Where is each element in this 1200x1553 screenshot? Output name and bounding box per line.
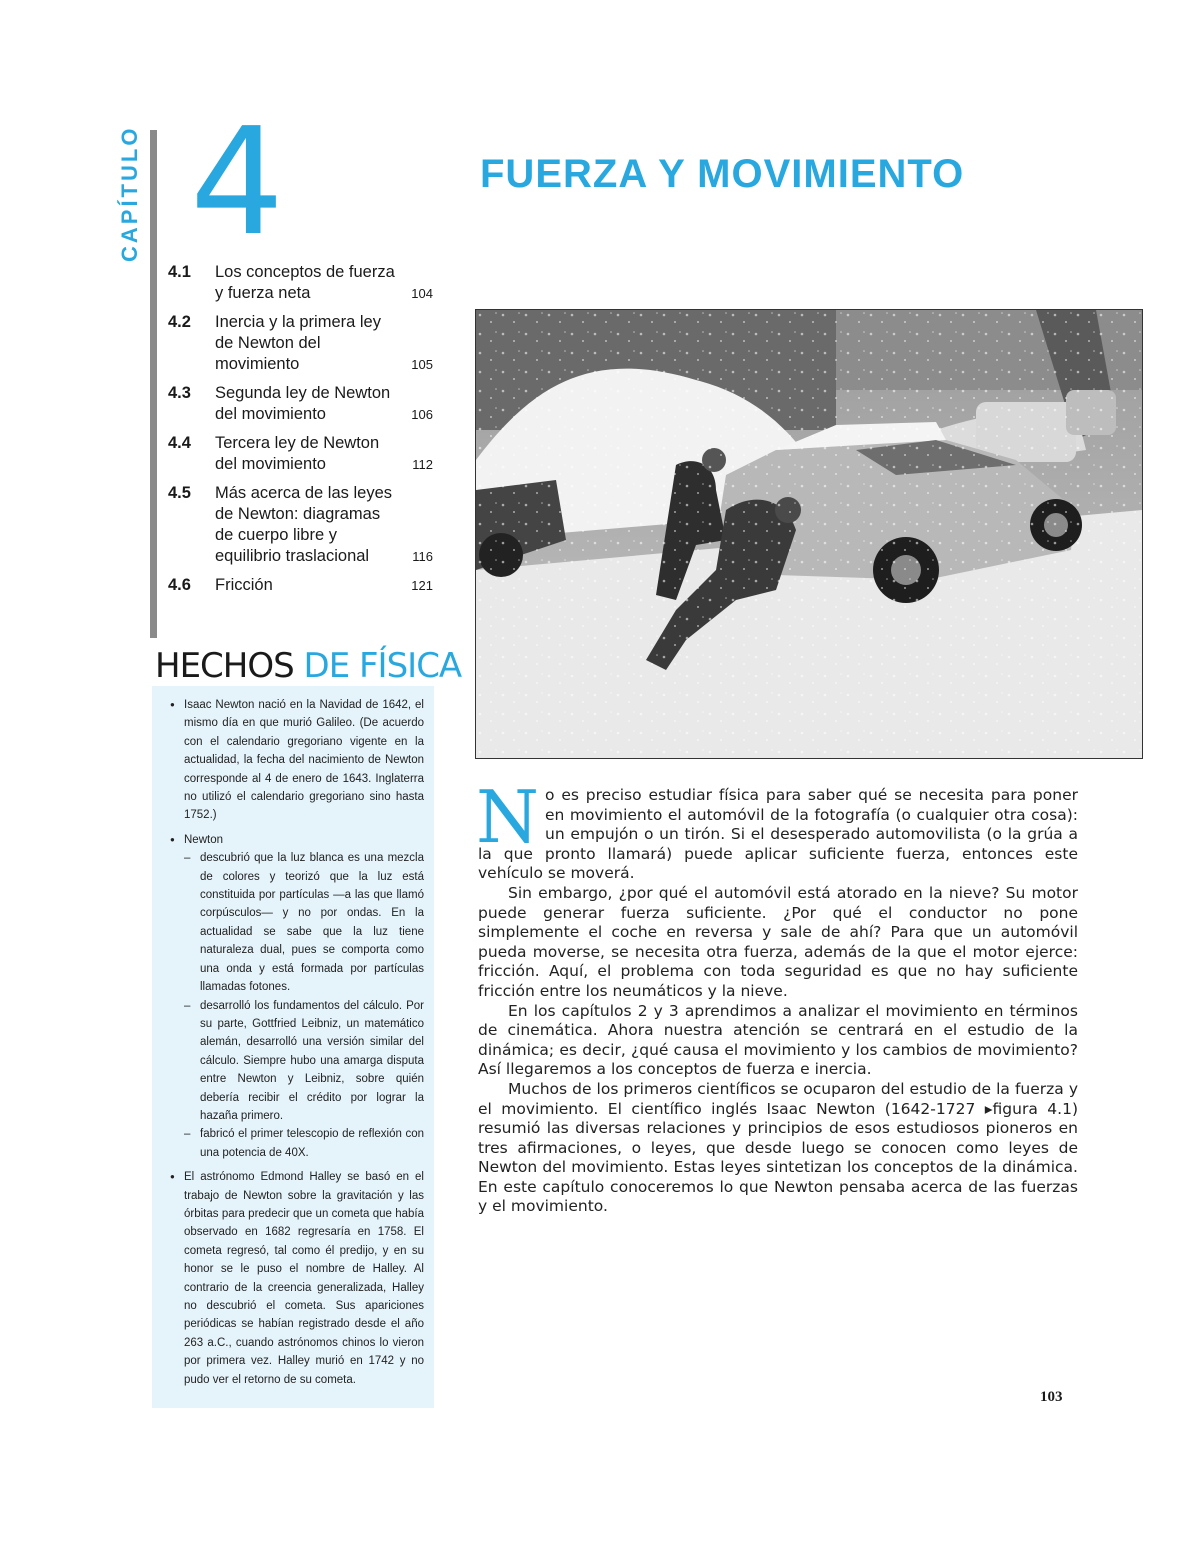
toc-entry[interactable] xyxy=(168,483,433,567)
chapter-divider-bar xyxy=(150,130,157,638)
fact-lead: Newton xyxy=(184,833,223,846)
toc-section-title: Segunda ley de Newton del movimiento xyxy=(215,384,391,423)
toc-section-number: 4.1 xyxy=(168,263,191,281)
facts-heading-word-1: HECHOS xyxy=(155,646,294,686)
snow-scene-illustration xyxy=(476,310,1142,758)
toc-page-number: 121 xyxy=(411,578,433,593)
chapter-title: FUERZA Y MOVIMIENTO xyxy=(480,152,965,196)
toc-entry[interactable] xyxy=(168,262,433,304)
page-number: 103 xyxy=(1040,1389,1063,1405)
chapter-photo xyxy=(475,309,1143,759)
toc-page-number: 112 xyxy=(412,457,433,472)
intro-paragraph: Sin embargo, ¿por qué el automóvil está atorado en la nieve? Su motor puede generar fuerza suficiente. ¿Por qué el conductor no pone simplemente el coche en reversa y sale de ahí? Para que un automóvil pueda moverse, se necesita otra fuerza, además de la que el motor ejerce: fricción. Aquí, el problema con toda seguridad es que no hay suficiente fricción entre los neumáticos y la nieve. xyxy=(478,883,1078,1000)
fact-item: ● El astrónomo Edmond Halley se basó en el trabajo de Newton sobre la gravitación y las órbitas para predecir que un cometa que había observado en 1682 regresaría en 1758. El cometa regresó, tal como él predijo, y en su honor se le puso el nombre de Halley. Al contrario de la creencia generalizada, Halley no descubrió el cometa. Sus apariciones periódicas se habían registrado desde el año 263 a.C., cuando astrónomos chinos lo vieron por primera vez. Halley murió en 1742 y no pudo ver el retorno de su cometa. xyxy=(168,1168,424,1389)
facts-heading-word-2: DE xyxy=(303,646,350,686)
chapter-number: 4 xyxy=(190,96,285,268)
toc-entry[interactable] xyxy=(168,433,433,475)
chapter-intro-text xyxy=(476,775,1078,1217)
toc-page-number: 105 xyxy=(411,357,433,372)
toc-section-number: 4.3 xyxy=(168,384,191,402)
fact-subitem: – fabricó el primer telescopio de reflexión con una potencia de 40X. xyxy=(184,1125,424,1162)
chapter-label: CAPÍTULO xyxy=(117,125,142,262)
toc-section-title: Inercia y la primera ley de Newton del movimiento xyxy=(215,313,381,373)
toc-section-title: Más acerca de las leyes de Newton: diagramas de cuerpo libre y equilibrio traslacional xyxy=(215,484,392,565)
table-of-contents xyxy=(168,262,433,604)
toc-section-number: 4.4 xyxy=(168,434,191,452)
physics-facts-box xyxy=(152,686,434,1408)
paragraph-text: o es preciso estudiar física para saber qué se necesita para poner en movimiento el automóvil de la fotografía (o cualquier otra cosa): un empujón o un tirón. Si el desesperado automovilista (o la grúa a la que pronto llamará) puede aplicar suficiente fuerza, entonces este vehículo se moverá. xyxy=(478,786,1078,883)
toc-section-title: Tercera ley de Newton del movimiento xyxy=(215,434,380,473)
toc-page-number: 104 xyxy=(411,286,433,301)
fact-subitem: – desarrolló los fundamentos del cálculo. Por su parte, Gottfried Leibniz, un matemático alemán, desarrolló una versión similar del cálculo. Siempre hubo una amarga disputa entre Newton y Leibniz, sobre quién debería recibir el crédito por lograr la hazaña primero. xyxy=(184,997,424,1126)
intro-paragraph: Muchos de los primeros científicos se ocuparon del estudio de la fuerza y el movimiento. El científico inglés Isaac Newton (1642-1727 ▸figura 4.1) resumió las diversas relaciones y principios de esos estudiosos pioneros en tres afirmaciones, o leyes, que desde luego se conocen como leyes de Newton del movimiento. Estas leyes sintetizan los conceptos de la dinámica. En este capítulo conoceremos lo que Newton pensaba acerca de las fuerzas y el movimiento. xyxy=(478,1079,1078,1216)
toc-entry[interactable] xyxy=(168,383,433,425)
intro-paragraph: En los capítulos 2 y 3 aprendimos a analizar el movimiento en términos de cinemática. Ahora nuestra atención se centrará en el estudio de la dinámica; es decir, ¿qué causa el movimiento y los cambios de movimiento? Así llegaremos a los conceptos de fuerza e inercia. xyxy=(478,1001,1078,1079)
facts-heading-word-3: FÍSICA xyxy=(359,646,462,686)
fact-subitem: – descubrió que la luz blanca es una mezcla de colores y teorizó que la luz está constituida por partículas —a las que llamó corpúsculos— y no por ondas. En la actualidad se sabe que la luz tiene naturaleza dual, pues se comporta como una onda y está formada por partículas llamadas fotones. xyxy=(184,849,424,996)
fact-item xyxy=(168,831,424,1162)
toc-section-title: Fricción xyxy=(215,576,273,594)
toc-section-number: 4.2 xyxy=(168,313,191,331)
toc-page-number: 116 xyxy=(412,549,433,564)
physics-facts-heading xyxy=(155,646,461,686)
toc-entry[interactable] xyxy=(168,312,433,375)
drop-cap: N xyxy=(476,775,539,859)
intro-paragraph xyxy=(476,775,1078,884)
toc-section-number: 4.6 xyxy=(168,576,191,594)
toc-entry[interactable] xyxy=(168,575,433,596)
toc-page-number: 106 xyxy=(411,407,433,422)
fact-item: ● Isaac Newton nació en la Navidad de 1642, el mismo día en que murió Galileo. (De acuerdo con el calendario gregoriano vigente en la actualidad, la fecha del nacimiento de Newton corresponde al 4 de enero de 1643. Inglaterra no utilizó el calendario gregoriano sino hasta 1752.) xyxy=(168,696,424,825)
toc-section-number: 4.5 xyxy=(168,484,191,502)
toc-section-title: Los conceptos de fuerza y fuerza neta xyxy=(215,263,395,302)
